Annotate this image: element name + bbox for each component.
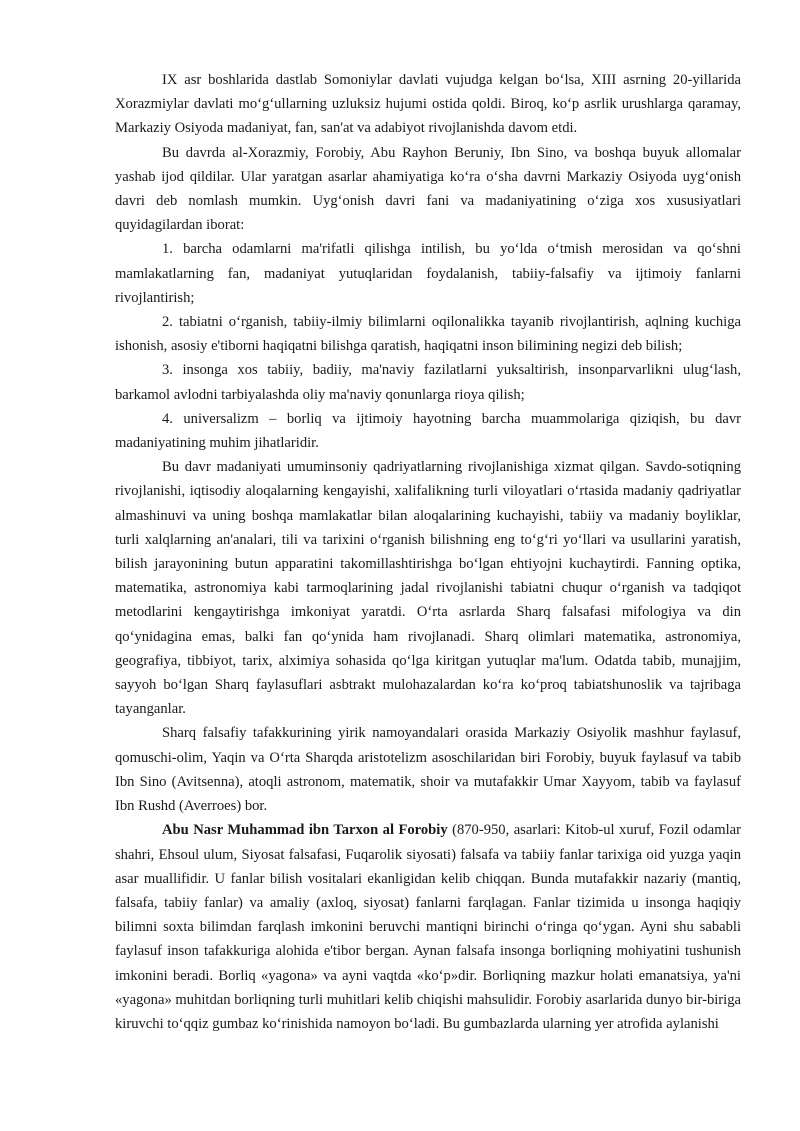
paragraph-philosophers: Sharq falsafiy tafakkurining yirik namoyandalari orasida Markaziy Osiyolik mashhur faylasuf, qomuschi-olim, Yaqin va O‘rta Sharqda aristotelizm asoschilaridan biri Forobiy, buyuk faylasuf va tabib Ibn Sino (Avitsenna), atoqli astronom, matematik, shoir va mutafakkir Umar Xayyom, tabib va faylasuf Ibn Rushd (Averroes) bor. [115,725,741,815]
list-item-1: 1. barcha odamlarni ma'rifatli qilishga intilish, bu yo‘lda o‘tmish merosidan va qo‘shni mamlakatlarning fan, madaniyat yutuqlaridan foydalanish, tabiiy-falsafiy va ijtimoiy fanlarni rivojlantirish; [115,241,741,306]
paragraph-renaissance: Bu davrda al-Xorazmiy, Forobiy, Abu Rayhon Beruniy, Ibn Sino, va boshqa buyuk allomalar yashab ijod qildilar. Ular yaratgan asarlar ahamiyatiga ko‘ra o‘sha davrni Markaziy Osiyoda uyg‘onish davri deb nomlash mumkin. Uyg‘onish davri fani va madaniyatining o‘ziga xos xususiyatlari quyidagilardan iborat: [115,144,741,234]
paragraph-forobiy [115,818,741,1036]
paragraph-culture: Bu davr madaniyati umuminsoniy qadriyatlarning rivojlanishiga xizmat qilgan. Savdo-sotiqning rivojlanishi, iqtisodiy aloqalarning kengayishi, xalifalikning turli viloyatlari o‘rtasida madaniy qadriyatlar almashinuvi va uning boshqa mamlakatlar bilan aloqalarining kuchayishi, tabiiy va madaniy boyliklar, turli xalqlarning an'analari, tili va tarixini o‘rganish bilishning eng to‘g‘ri yo‘llari va usullarini yaratish, bilish jarayonining butun apparatini takomillashtirishga bo‘lgan ehtiyojni kuchaytirdi. Fanning optika, matematika, astronomiya kabi tarmoqlarining jadal rivojlanishi tabiatni chuqur o‘rganish va tadqiqot metodlarini kengaytirishga imkoniyat yaratdi. O‘rta asrlarda Sharq falsafasi mifologiya va din qo‘ynidagina emas, balki fan qo‘ynida ham rivojlanadi. Sharq olimlari matematika, astronomiya, geografiya, tibbiyot, tarix, alximiya sohasida qo‘lga kiritgan yutuqlar ma'lum. Odatda tabib, munajjim, sayyoh bo‘lgan Sharq faylasuflari asbtrakt mulohazalardan ko‘ra ko‘proq tabiatshunoslik va tajribaga tayanganlar. [115,459,741,718]
forobiy-name: Abu Nasr Muhammad ibn Tarxon al Forobiy [162,822,448,839]
list-item-4: 4. universalizm – borliq va ijtimoiy hayotning barcha muammolariga qiziqish, bu davr madaniyatining muhim jihatlaridir. [115,410,741,452]
list-item-3: 3. insonga xos tabiiy, badiiy, ma'naviy fazilatlarni yuksaltirish, insonparvarlikni ulug‘lash, barkamol avlodni tarbiyalashda oliy ma'naviy qonunlarga rioya qilish; [115,362,741,403]
paragraph-intro: IX asr boshlarida dastlab Somoniylar davlati vujudga kelgan bo‘lsa, XIII asrning 20-yillarida Xorazmiylar davlati mo‘g‘ullarning uzluksiz hujumi ostida qoldi. Biroq, ko‘p asrlik urushlarga qaramay, Markaziy Osiyoda madaniyat, fan, san'at va adabiyot rivojlanishda davom etdi. [115,72,741,137]
document-page [115,68,741,1036]
list-item-2: 2. tabiatni o‘rganish, tabiiy-ilmiy bilimlarni oqilonalikka tayanib rivojlantirish, aqlning kuchiga ishonish, asosiy e'tiborni haqiqatni bilishga qaratish, haqiqatni inson bilimining negizi deb bilish; [115,314,741,355]
forobiy-text: (870-950, asarlari: Kitob-ul xuruf, Fozil odamlar shahri, Ehsoul ulum, Siyosat falsafasi, Fuqarolik siyosati) falsafa va tabiiy fanlar tarixiga oid yuzga yaqin asar muallifidir. U fanlar bilish vositalari ekanligidan kelib chiqqan. Bunda mutafakkir nazariy (mantiq, falsafa, tabiiy fanlar) va amaliy (axloq, siyosat) fanlarni farqlagan. Fanlar tizimida u insonga haqiqiy bilimni soxta bilimdan farqlash imkonini beruvchi mantiqni birinchi o‘ringa qo‘ygan. Ayni shu sababli faylasuf inson tafakkuriga alohida e'tibor bergan. Aynan falsafa insonga borliqning mohiyatini tushunish imkonini beradi. Borliq «yagona» va ayni vaqtda «ko‘p»dir. Borliqning mazkur holati emanatsiya, ya'ni «yagona» muhitdan borliqning turli muhitlari kelib chiqishi mahsulidir. Forobiy asarlarida dunyo bir-biriga kiruvchi to‘qqiz gumbaz ko‘rinishida namoyon bo‘ladi. Bu gumbazlarda ularning yer atrofida aylanishi [115,822,741,1032]
